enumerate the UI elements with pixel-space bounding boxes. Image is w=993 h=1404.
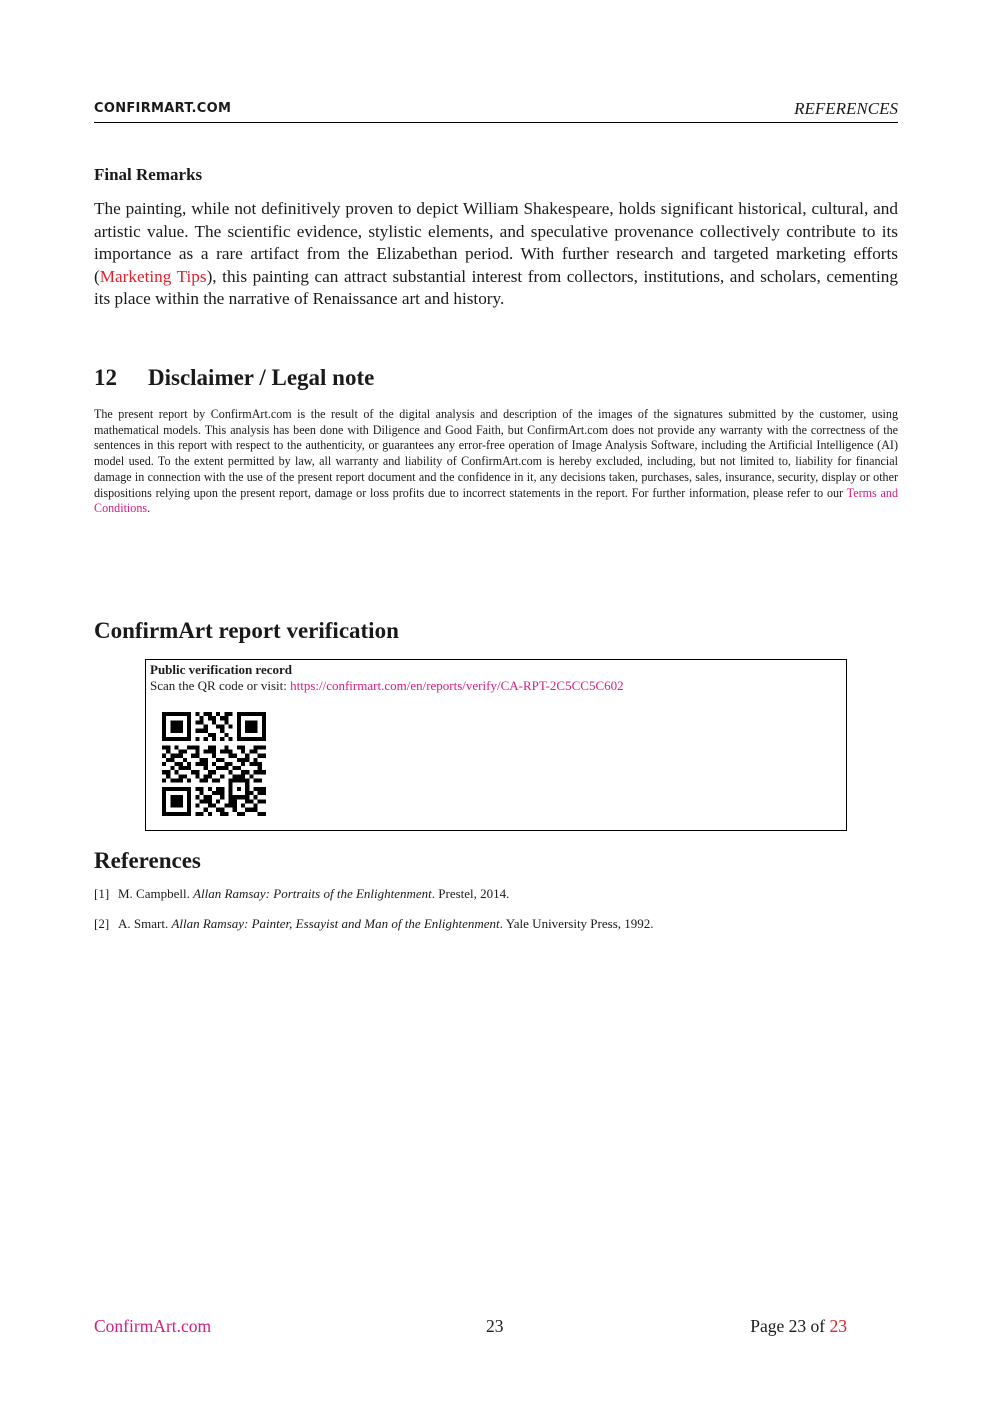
last-page-link[interactable]: 23 (829, 1316, 847, 1336)
reference-title: Allan Ramsay: Painter, Essayist and Man of the Enlightenment (171, 916, 500, 931)
section-number: 12 (94, 365, 117, 390)
disclaimer-text-2: . (147, 501, 151, 516)
disclaimer-text-1: The present report by ConfirmArt.com is the result of the digital analysis and description of the images of the signatures submitted by the customer, using mathematical models. This analysis has been done with Diligence and Good Faith, but ConfirmArt.com does not provide any warranty with the correctness of the sentences in this report with respect to the authenticity, or guarantees any error-free operation of Image Analysis Software, including the Artificial Intelligence (AI) model used. To the extent permitted by law, all warranty and liability of ConfirmArt.com is hereby excluded, including, but not limited to, liability for financial damage in connection with the use of the present report document and the confidence in it, any decisions taken, purchases, sales, insurance, security, display or other dispositions relying upon the present report, damage or loss profits due to incorrect statements in the report. For further information, please refer to our (94, 407, 898, 500)
reference-label: [1] (94, 886, 110, 901)
section-title: Disclaimer / Legal note (148, 365, 375, 390)
marketing-tips-link[interactable]: Marketing Tips (99, 266, 207, 286)
final-remarks-text-1: The painting, while not definitively proven to depict William Shakespeare, holds significant historical, cultural, and artistic value. The scientific evidence, stylistic elements, and speculative provenance collectively contribute to its importance as a rare artifact from the Elizabethan period. With further research and targeted marketing efforts ( (94, 199, 898, 286)
disclaimer-heading (94, 364, 374, 392)
reference-item-2 (94, 916, 654, 932)
scan-text: Scan the QR code or visit: (150, 678, 291, 693)
reference-rest: . Yale University Press, 1992. (499, 916, 654, 931)
reference-item-1 (94, 886, 509, 902)
reference-author: A. Smart. (118, 916, 169, 931)
final-remarks-heading: Final Remarks (94, 165, 203, 184)
header-rule (94, 122, 898, 123)
footer-page-of (750, 1316, 847, 1336)
reference-label: [2] (94, 916, 110, 931)
running-title: REFERENCES (794, 99, 898, 118)
final-remarks-paragraph (94, 198, 898, 311)
reference-author: M. Campbell. (118, 886, 190, 901)
qr-code-icon[interactable] (162, 712, 266, 816)
verification-url-link[interactable]: https://confirmart.com/en/reports/verify/CA-RPT-2C5CC5C602 (290, 678, 624, 693)
final-remarks-text-2: ), this painting can attract substantial interest from collectors, institutions, and scholars, cementing its place within the narrative of Renaissance art and history. (94, 266, 898, 309)
reference-title: Allan Ramsay: Portraits of the Enlightenment (193, 886, 432, 901)
footer-site-link[interactable]: ConfirmArt.com (94, 1316, 212, 1336)
terms-link[interactable]: Terms and Conditions (94, 485, 899, 516)
footer-page-number: 23 (486, 1316, 504, 1336)
verification-scan-line (150, 678, 624, 694)
header-logo: CONFIRMART.COM (94, 101, 232, 116)
verification-record-title: Public verification record (150, 662, 293, 677)
verification-heading: ConfirmArt report verification (94, 618, 399, 643)
page-of-prefix: Page 23 of (750, 1316, 830, 1336)
references-heading: References (94, 848, 201, 873)
disclaimer-paragraph (94, 407, 898, 517)
reference-rest: . Prestel, 2014. (431, 886, 510, 901)
